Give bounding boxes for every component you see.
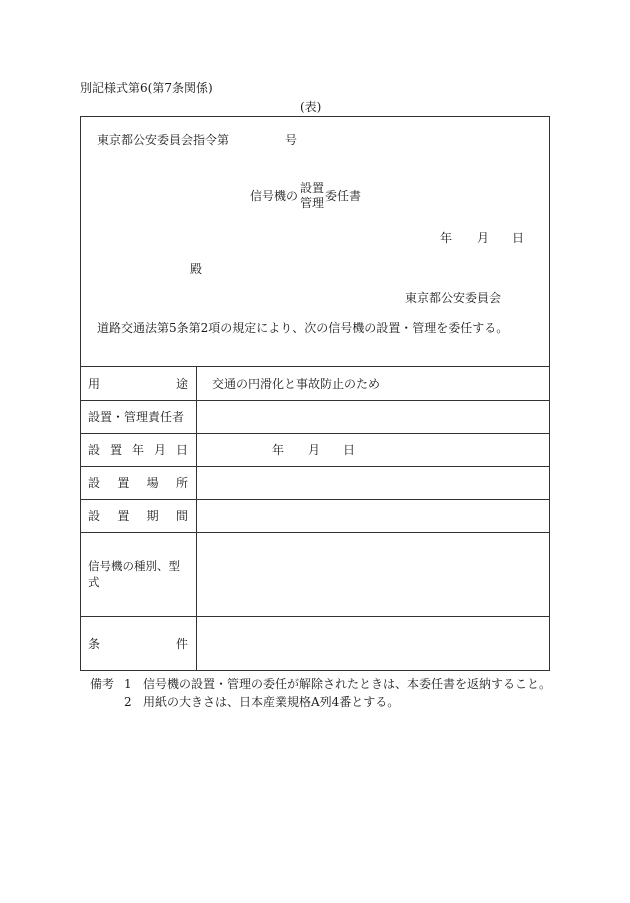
form-reference: 別記様式第6(第7条関係) <box>80 81 213 95</box>
install-date-year: 年 <box>272 443 285 457</box>
table-row-label <box>88 466 188 499</box>
label-char: 場 <box>146 476 159 490</box>
label-char: 件 <box>175 637 188 651</box>
statement: 道路交通法第5条第2項の規定により、次の信号機の設置・管理を委任する。 <box>97 321 509 335</box>
date-day: 日 <box>512 231 525 245</box>
install-date-month: 月 <box>308 443 321 457</box>
order-number-prefix: 東京都公安委員会指令第 <box>97 133 230 147</box>
label-char: 途 <box>175 376 188 391</box>
table-row-label <box>88 616 188 671</box>
note-number: 1 <box>124 677 132 691</box>
label-char: 期 <box>146 509 159 523</box>
label-char: 設 <box>88 476 101 490</box>
title-option-manage: 管理 <box>300 196 325 210</box>
order-number-suffix: 号 <box>285 133 298 147</box>
label-char: 用 <box>88 376 101 391</box>
purpose-value: 交通の円滑化と事故防止のため <box>212 376 381 391</box>
column-divider <box>196 366 197 671</box>
date-year: 年 <box>440 231 453 245</box>
title-option-install: 設置 <box>300 181 325 195</box>
table-row-label <box>88 433 188 466</box>
label-char: 設 <box>88 509 101 523</box>
side-label: (表) <box>300 100 322 114</box>
table-row-label: 信号機の種別、型式 <box>88 559 180 589</box>
title-suffix: 委任書 <box>325 189 362 203</box>
notes-heading: 備考 <box>90 677 115 691</box>
label-char: 置 <box>117 509 130 523</box>
install-date-day: 日 <box>343 443 356 457</box>
label-char: 月 <box>153 443 166 457</box>
title-options <box>300 181 324 211</box>
date-month: 月 <box>477 231 490 245</box>
table-row-label <box>88 366 188 400</box>
note-number: 2 <box>124 695 132 709</box>
label-char: 条 <box>88 637 101 651</box>
note-text: 信号機の設置・管理の委任が解除されたときは、本委任書を返納すること。 <box>143 677 552 691</box>
label-char: 間 <box>175 509 188 523</box>
label-char: 所 <box>175 476 188 490</box>
label-char: 置 <box>109 443 122 457</box>
addressee-honorific: 殿 <box>190 262 203 276</box>
table-row-label: 設置・管理責任者 <box>88 410 185 424</box>
label-char: 日 <box>175 443 188 457</box>
issuer: 東京都公安委員会 <box>405 291 502 305</box>
label-char: 置 <box>117 476 130 490</box>
label-char: 年 <box>131 443 144 457</box>
table-row-label <box>88 499 188 532</box>
note-text: 用紙の大きさは、日本産業規格A列4番とする。 <box>143 695 400 709</box>
title-prefix: 信号機の <box>250 189 299 203</box>
label-char: 設 <box>88 443 101 457</box>
